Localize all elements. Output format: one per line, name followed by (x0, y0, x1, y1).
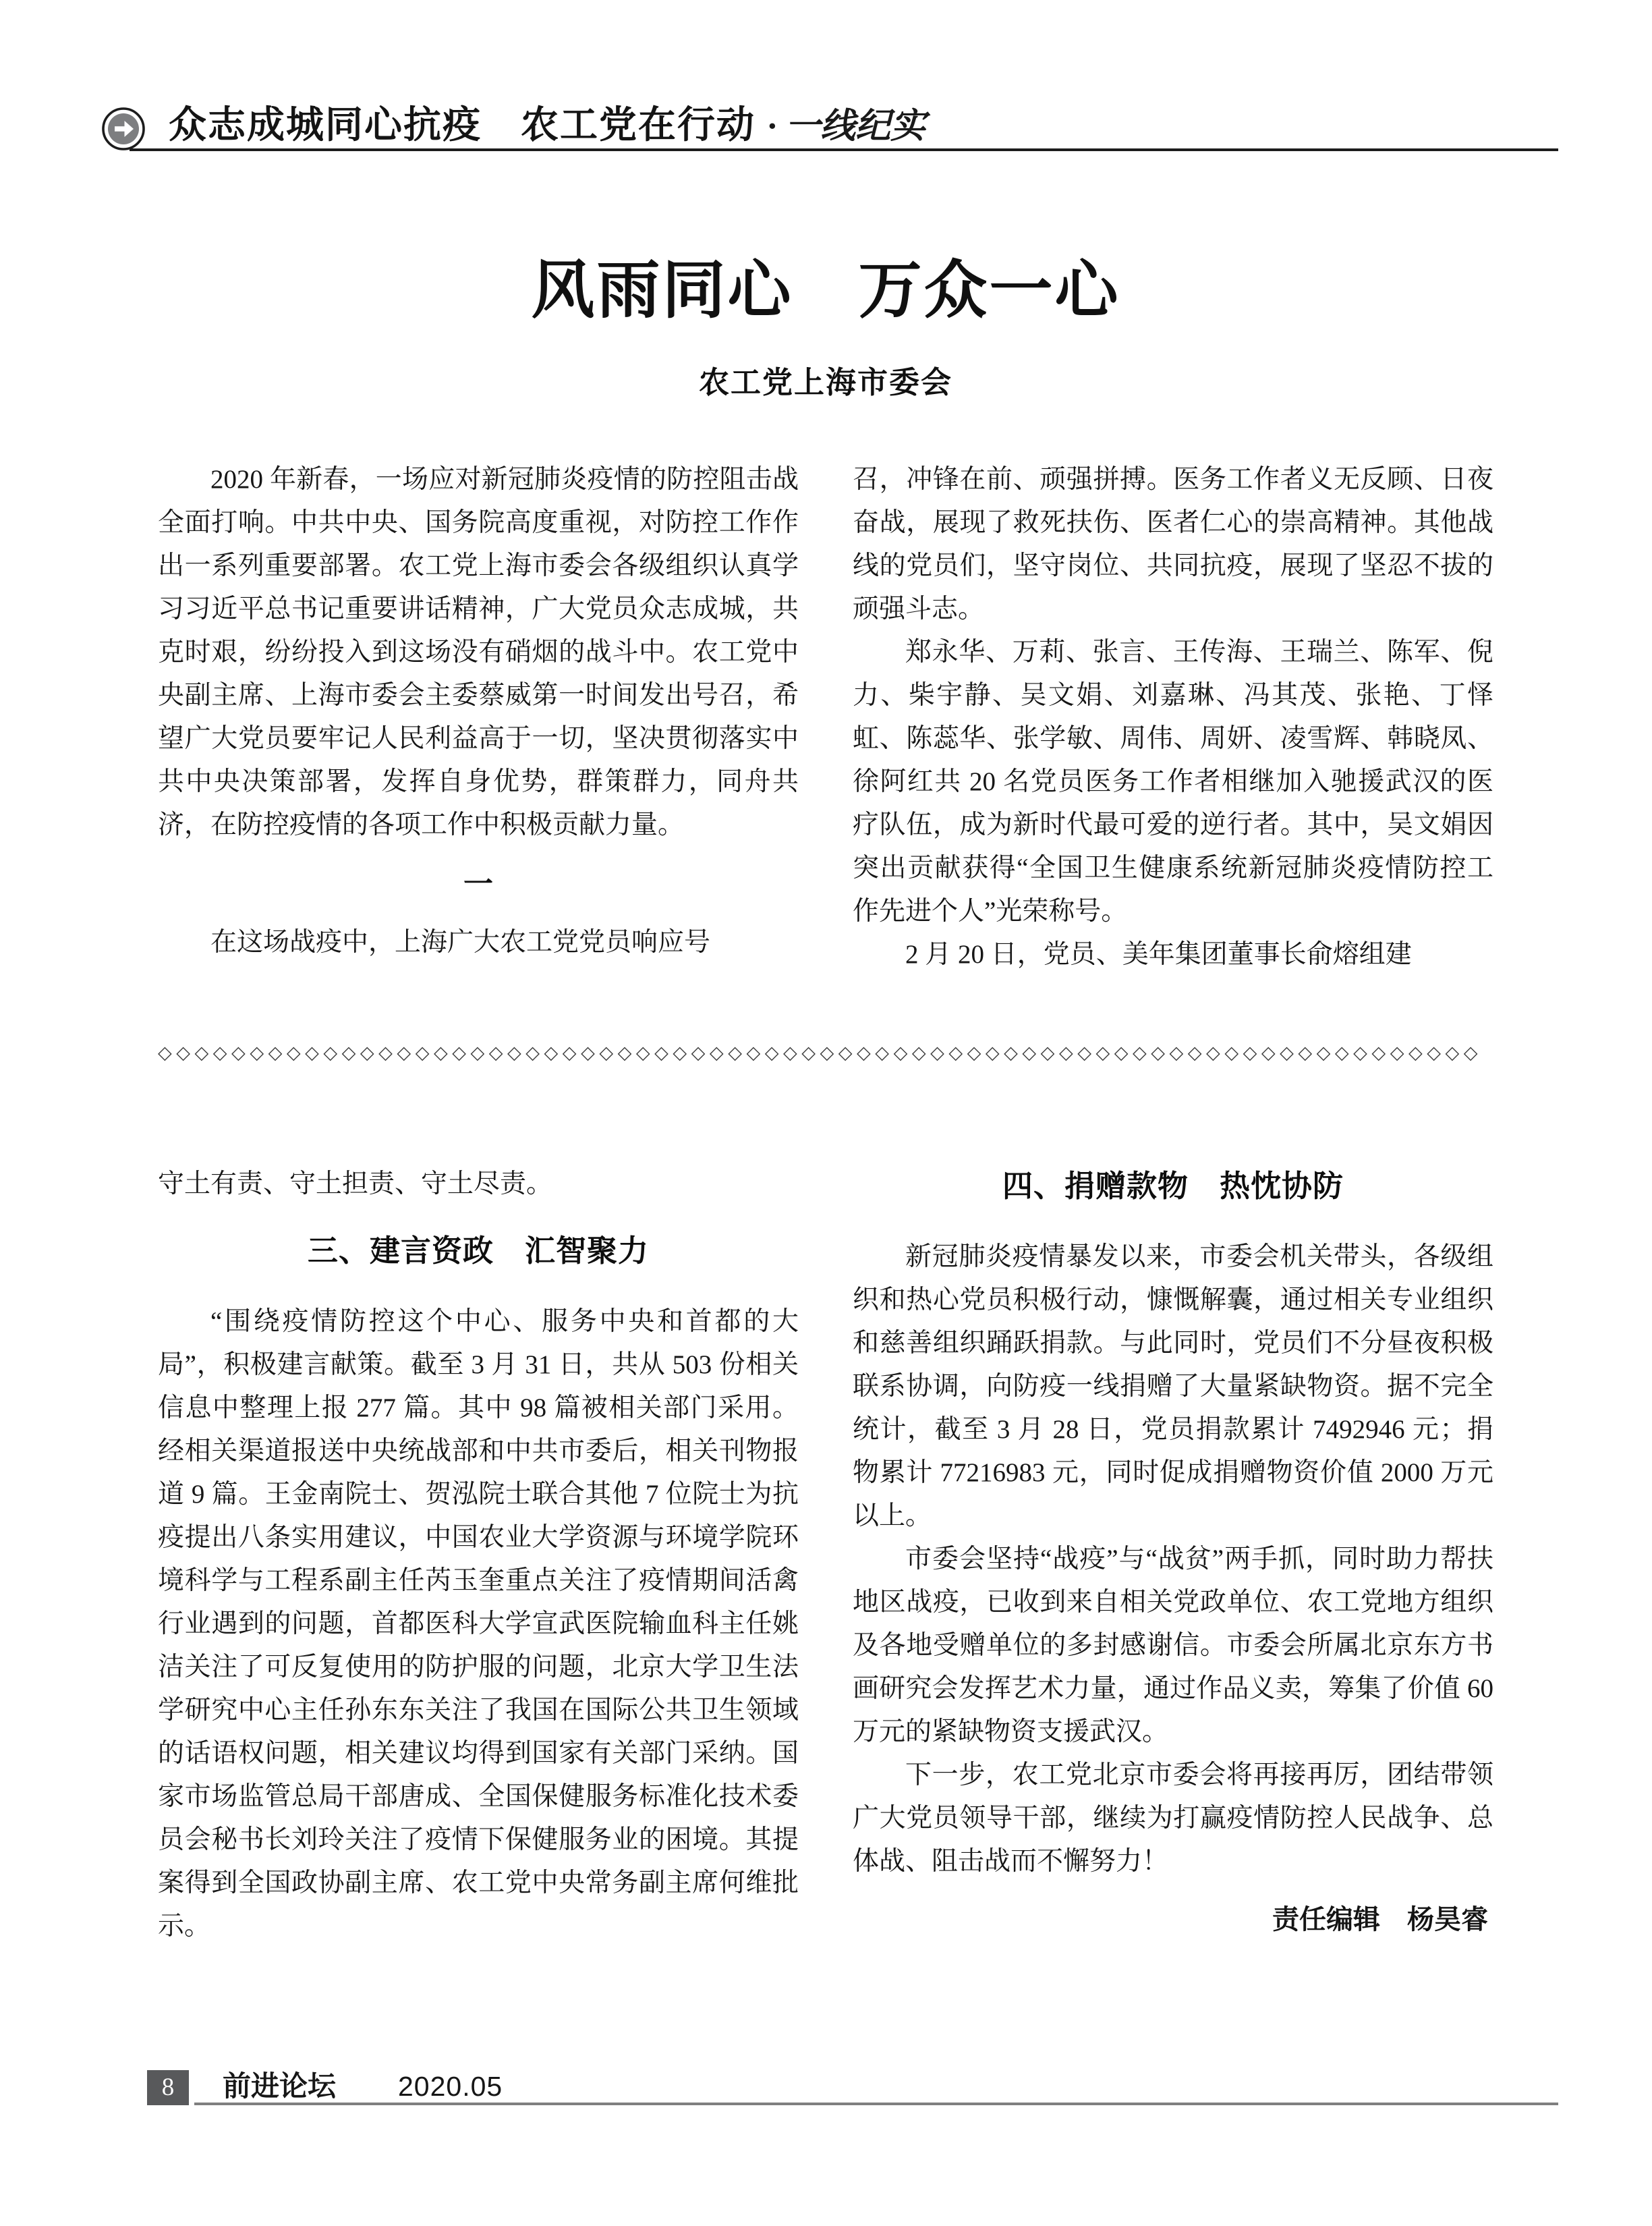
paragraph: 在这场战疫中，上海广大农工党党员响应号 (210, 927, 711, 957)
paragraph: 2020 年新春，一场应对新冠肺炎疫情的防控阻击战全面打响。中共中央、国务院高度重视，对防控工作作出一系列重要部署。农工党上海市委会各级组织认真学习习近平总书记重要讲话精神，广大党员众志成城，共克时艰，纷纷投入到这场没有硝烟的战斗中。农工党中央副主席、上海市委会主委蔡威第一时间发出号召，希望广大党员要牢记人民利益高于一切，坚决贯彻落实中共中央决策部署，发挥自身优势，群策群力，同舟共济，在防控疫情的各项工作中积极贡献力量。 (158, 464, 799, 839)
header-slogan: 众志成城同心抗疫 农工党在行动 (169, 103, 756, 146)
paragraph: 2 月 20 日，党员、美年集团董事长俞熔组建 (905, 939, 1412, 969)
page-footer (147, 2070, 1558, 2105)
section-heading-four: 四、捐赠款物 热忱协防 (1002, 1169, 1344, 1203)
section-heading-three: 三、建言资政 汇智聚力 (307, 1233, 649, 1268)
issue-number: 2020.05 (398, 2071, 503, 2102)
top-left-column (158, 458, 799, 976)
journal-name: 前进论坛 (223, 2070, 337, 2102)
paragraph: 召，冲锋在前、顽强拼搏。医务工作者义无反顾、日夜奋战，展现了救死扶伤、医者仁心的崇高精神。其他战线的党员们，坚守岗位、共同抗疫，展现了坚忍不拔的顽强斗志。 (853, 464, 1493, 623)
bottom-right-column (853, 1163, 1493, 1948)
top-right-column (853, 458, 1493, 976)
diamond-divider: ◇◇◇◇◇◇◇◇◇◇◇◇◇◇◇◇◇◇◇◇◇◇◇◇◇◇◇◇◇◇◇◇◇◇◇◇◇◇◇◇◇◇◇◇◇◇◇◇◇◇◇◇◇◇◇◇◇◇◇◇◇◇◇◇◇◇◇◇◇◇◇◇ (158, 1042, 1483, 1063)
paragraph-group (853, 631, 1493, 976)
editor-credit: 责任编辑 杨昊睿 (1272, 1903, 1488, 1935)
top-columns (158, 458, 1493, 976)
paragraph: 下一步，农工党北京市委会将再接再厉，团结带领广大党员领导干部，继续为打赢疫情防控人民战争、总体战、阻击战而不懈努力！ (853, 1760, 1493, 1876)
paragraph: 守土有责、守土担责、守土尽责。 (158, 1169, 553, 1198)
section-heading-one: 一 (463, 867, 493, 901)
header-text (169, 101, 925, 148)
page-number-badge: 8 (147, 2070, 189, 2105)
paragraph: 市委会坚持“战疫”与“战贫”两手抓，同时助力帮扶地区战疫，已收到来自相关党政单位、农工党地方组织及各地受赠单位的多封感谢信。市委会所属北京东方书画研究会发挥艺术力量，通过作品义卖，筹集了价值 60 万元的紧缺物资支援武汉。 (853, 1544, 1493, 1746)
header-column-name: · 一线纪实 (768, 107, 926, 146)
footer-rule (194, 2103, 1558, 2105)
bottom-left-column (158, 1163, 799, 1948)
arrow-right-circle-icon (101, 107, 146, 151)
article-body (158, 151, 1493, 1948)
paragraph: 郑永华、万莉、张言、王传海、王瑞兰、陈军、倪力、柴宇静、吴文娟、刘嘉琳、冯其茂、张艳、丁怿虹、陈蕊华、张学敏、周伟、周妍、凌雪辉、韩晓凤、徐阿红共 20 名党员医务工作者相继加入驰援武汉的医疗队伍，成为新时代最可爱的逆行者。其中，吴文娟因突出贡献获得“全国卫生健康系统新冠肺炎疫情防控工作先进个人”光荣称号。 (853, 637, 1493, 926)
bottom-columns (158, 1163, 1493, 1948)
article-byline: 农工党上海市委会 (698, 364, 952, 399)
paragraph-group (853, 1235, 1493, 1883)
article-title: 风雨同心 万众一心 (531, 254, 1120, 325)
page-header (101, 101, 1558, 151)
paragraph: “围绕疫情防控这个中心、服务中央和首都的大局”，积极建言献策。截至 3 月 31 日，共从 503 份相关信息中整理上报 277 篇。其中 98 篇被相关部门采用。经相关渠道报送中央统战部和中共市委后，相关刊物报道 9 篇。王金南院士、贺泓院士联合其他 7 位院士为抗疫提出八条实用建议，中国农业大学资源与环境学院环境科学与工程系副主任芮玉奎重点关注了疫情期间活禽行业遇到的问题，首都医科大学宣武医院输血科主任姚洁关注了可反复使用的防护服的问题，北京大学卫生法学研究中心主任孙东东关注了我国在国际公共卫生领域的话语权问题，相关建议均得到国家有关部门采纳。国家市场监管总局干部唐成、全国保健服务标准化技术委员会秘书长刘玲关注了疫情下保健服务业的困境。其提案得到全国政协副主席、农工党中央常务副主席何维批示。 (158, 1306, 799, 1941)
paragraph: 新冠肺炎疫情暴发以来，市委会机关带头，各级组织和热心党员积极行动，慷慨解囊，通过相关专业组织和慈善组织踊跃捐款。与此同时，党员们不分昼夜积极联系协调，向防疫一线捐赠了大量紧缺物资。据不完全统计，截至 3 月 28 日，党员捐款累计 7492946 元；捐物累计 77216983 元，同时促成捐赠物资价值 2000 万元以上。 (853, 1242, 1493, 1530)
